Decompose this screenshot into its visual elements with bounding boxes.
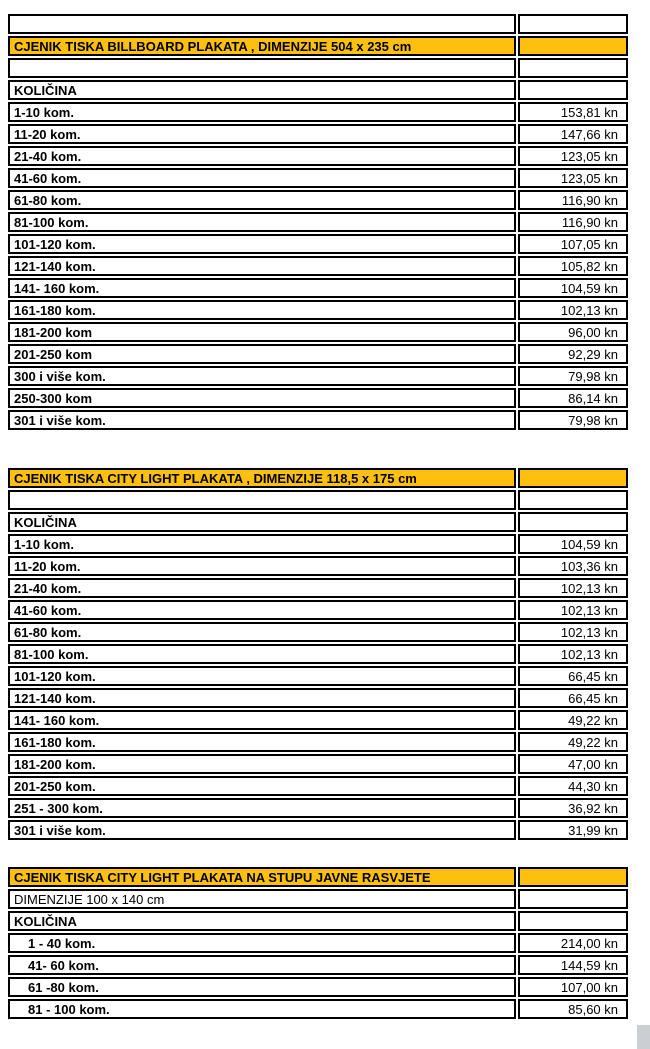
- price-row: [8, 234, 628, 254]
- empty-cell: [518, 889, 628, 909]
- price-row: [8, 256, 628, 276]
- price-cell: 102,13 kn: [518, 300, 628, 320]
- price-row: [8, 124, 628, 144]
- price-cell: 123,05 kn: [518, 168, 628, 188]
- spacer-row: [8, 58, 628, 78]
- price-cell: 153,81 kn: [518, 102, 628, 122]
- empty-cell: [518, 490, 628, 510]
- quantity-cell: 201-250 kom: [8, 344, 516, 364]
- quantity-cell: 1-10 kom.: [8, 102, 516, 122]
- price-cell: 66,45 kn: [518, 688, 628, 708]
- quantity-cell: 121-140 kom.: [8, 256, 516, 276]
- dimension-row: [8, 889, 628, 909]
- quantity-cell: 81 - 100 kom.: [8, 999, 516, 1019]
- quantity-header-row: [8, 80, 628, 100]
- price-cell: 86,14 kn: [518, 388, 628, 408]
- quantity-cell: 1 - 40 kom.: [8, 933, 516, 953]
- quantity-cell: 81-100 kom.: [8, 644, 516, 664]
- price-cell: 103,36 kn: [518, 556, 628, 576]
- price-row: [8, 300, 628, 320]
- price-row: [8, 754, 628, 774]
- quantity-cell: 300 i više kom.: [8, 366, 516, 386]
- price-cell: 102,13 kn: [518, 644, 628, 664]
- empty-cell: [518, 512, 628, 532]
- price-cell: 92,29 kn: [518, 344, 628, 364]
- dimension-cell: DIMENZIJE 100 x 140 cm: [8, 889, 516, 909]
- quantity-cell: 301 i više kom.: [8, 820, 516, 840]
- quantity-cell: 81-100 kom.: [8, 212, 516, 232]
- quantity-cell: 101-120 kom.: [8, 234, 516, 254]
- price-cell: 96,00 kn: [518, 322, 628, 342]
- title-row: [8, 36, 628, 56]
- price-row: [8, 622, 628, 642]
- price-cell: 49,22 kn: [518, 732, 628, 752]
- price-row: [8, 102, 628, 122]
- empty-cell: [518, 911, 628, 931]
- price-row: [8, 933, 628, 953]
- empty-cell: [518, 80, 628, 100]
- quantity-cell: 41-60 kom.: [8, 168, 516, 188]
- price-row: [8, 534, 628, 554]
- quantity-cell: 21-40 kom.: [8, 578, 516, 598]
- quantity-cell: 141- 160 kom.: [8, 710, 516, 730]
- quantity-cell: 21-40 kom.: [8, 146, 516, 166]
- price-row: [8, 710, 628, 730]
- quantity-header-cell: KOLIČINA: [8, 512, 516, 532]
- quantity-cell: 161-180 kom.: [8, 300, 516, 320]
- title-row: [8, 867, 628, 887]
- quantity-cell: 41- 60 kom.: [8, 955, 516, 975]
- quantity-cell: 121-140 kom.: [8, 688, 516, 708]
- price-row: [8, 644, 628, 664]
- price-row: [8, 190, 628, 210]
- table-title-empty-cell: [518, 36, 628, 56]
- price-cell: 214,00 kn: [518, 933, 628, 953]
- empty-cell: [518, 58, 628, 78]
- price-row: [8, 688, 628, 708]
- price-cell: 36,92 kn: [518, 798, 628, 818]
- price-cell: 85,60 kn: [518, 999, 628, 1019]
- price-row: [8, 955, 628, 975]
- billboard-poster-price-list: [6, 12, 630, 432]
- quantity-cell: 61-80 kom.: [8, 622, 516, 642]
- quantity-cell: 181-200 kom.: [8, 754, 516, 774]
- quantity-cell: 61 -80 kom.: [8, 977, 516, 997]
- price-cell: 104,59 kn: [518, 278, 628, 298]
- price-cell: 107,05 kn: [518, 234, 628, 254]
- table-title-cell: CJENIK TISKA BILLBOARD PLAKATA , DIMENZIJE 504 x 235 cm: [8, 36, 516, 56]
- price-cell: 102,13 kn: [518, 622, 628, 642]
- quantity-cell: 301 i više kom.: [8, 410, 516, 430]
- quantity-cell: 11-20 kom.: [8, 124, 516, 144]
- price-cell: 102,13 kn: [518, 578, 628, 598]
- price-cell: 107,00 kn: [518, 977, 628, 997]
- price-cell: 104,59 kn: [518, 534, 628, 554]
- price-row: [8, 732, 628, 752]
- price-row: [8, 344, 628, 364]
- quantity-cell: 161-180 kom.: [8, 732, 516, 752]
- price-tables: [0, 12, 650, 1021]
- price-row: [8, 322, 628, 342]
- price-row: [8, 410, 628, 430]
- table-title-cell: CJENIK TISKA CITY LIGHT PLAKATA , DIMENZIJE 118,5 x 175 cm: [8, 468, 516, 488]
- price-cell: 79,98 kn: [518, 410, 628, 430]
- empty-cell: [8, 14, 516, 34]
- price-row: [8, 578, 628, 598]
- empty-cell: [518, 14, 628, 34]
- quantity-cell: 201-250 kom.: [8, 776, 516, 796]
- quantity-cell: 61-80 kom.: [8, 190, 516, 210]
- price-cell: 144,59 kn: [518, 955, 628, 975]
- price-row: [8, 977, 628, 997]
- quantity-cell: 1-10 kom.: [8, 534, 516, 554]
- price-row: [8, 600, 628, 620]
- city-light-street-lamp-pole-price-list: [6, 865, 630, 1021]
- price-row: [8, 820, 628, 840]
- quantity-header-row: [8, 512, 628, 532]
- price-row: [8, 999, 628, 1019]
- price-cell: 79,98 kn: [518, 366, 628, 386]
- price-row: [8, 168, 628, 188]
- quantity-cell: 101-120 kom.: [8, 666, 516, 686]
- price-row: [8, 146, 628, 166]
- empty-cell: [8, 490, 516, 510]
- empty-cell: [8, 58, 516, 78]
- quantity-cell: 251 - 300 kom.: [8, 798, 516, 818]
- price-cell: 102,13 kn: [518, 600, 628, 620]
- quantity-header-cell: KOLIČINA: [8, 911, 516, 931]
- price-cell: 105,82 kn: [518, 256, 628, 276]
- price-cell: 31,99 kn: [518, 820, 628, 840]
- city-light-poster-price-list: [6, 466, 630, 842]
- price-row: [8, 798, 628, 818]
- spacer-row: [8, 14, 628, 34]
- price-cell: 116,90 kn: [518, 190, 628, 210]
- spacer-row: [8, 490, 628, 510]
- price-row: [8, 556, 628, 576]
- price-row: [8, 776, 628, 796]
- quantity-cell: 141- 160 kom.: [8, 278, 516, 298]
- price-cell: 47,00 kn: [518, 754, 628, 774]
- quantity-cell: 181-200 kom: [8, 322, 516, 342]
- price-cell: 66,45 kn: [518, 666, 628, 686]
- price-row: [8, 388, 628, 408]
- price-cell: 116,90 kn: [518, 212, 628, 232]
- quantity-header-cell: KOLIČINA: [8, 80, 516, 100]
- price-row: [8, 666, 628, 686]
- price-row: [8, 366, 628, 386]
- quantity-header-row: [8, 911, 628, 931]
- price-row: [8, 278, 628, 298]
- table-title-cell: CJENIK TISKA CITY LIGHT PLAKATA NA STUPU JAVNE RASVJETE: [8, 867, 516, 887]
- title-row: [8, 468, 628, 488]
- price-row: [8, 212, 628, 232]
- table-title-empty-cell: [518, 867, 628, 887]
- quantity-cell: 250-300 kom: [8, 388, 516, 408]
- price-cell: 123,05 kn: [518, 146, 628, 166]
- price-cell: 49,22 kn: [518, 710, 628, 730]
- price-cell: 44,30 kn: [518, 776, 628, 796]
- quantity-cell: 11-20 kom.: [8, 556, 516, 576]
- scrollbar-thumb[interactable]: [637, 1025, 650, 1049]
- quantity-cell: 41-60 kom.: [8, 600, 516, 620]
- price-cell: 147,66 kn: [518, 124, 628, 144]
- table-title-empty-cell: [518, 468, 628, 488]
